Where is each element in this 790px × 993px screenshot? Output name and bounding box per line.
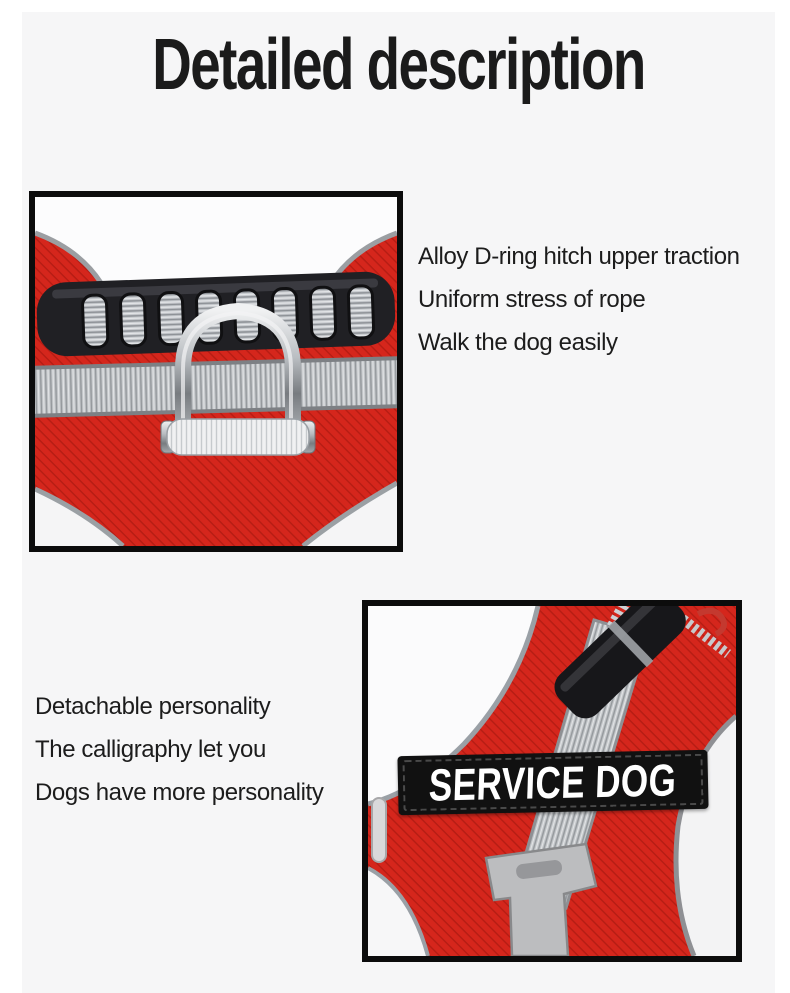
page-title: Detailed description (152, 25, 645, 105)
feature-line: Walk the dog easily (418, 329, 618, 356)
feature-line: Uniform stress of rope (418, 286, 646, 313)
feature-line: Alloy D-ring hitch upper traction (418, 243, 740, 270)
top-feature-text (418, 235, 788, 364)
feature-line: Dogs have more personality (35, 779, 324, 806)
service-dog-photo (362, 600, 742, 962)
reflective-strip (372, 798, 386, 862)
feature-line: The calligraphy let you (35, 736, 266, 763)
harness-handle-illustration (35, 197, 397, 546)
service-dog-label-text: SERVICE DOG (428, 754, 678, 811)
feature-line: Detachable personality (35, 693, 271, 720)
bottom-feature-text (35, 685, 405, 814)
harness-handle-photo (29, 191, 403, 552)
webbing-band (35, 356, 397, 418)
service-dog-label (397, 750, 708, 815)
rope-wrap (167, 419, 309, 455)
